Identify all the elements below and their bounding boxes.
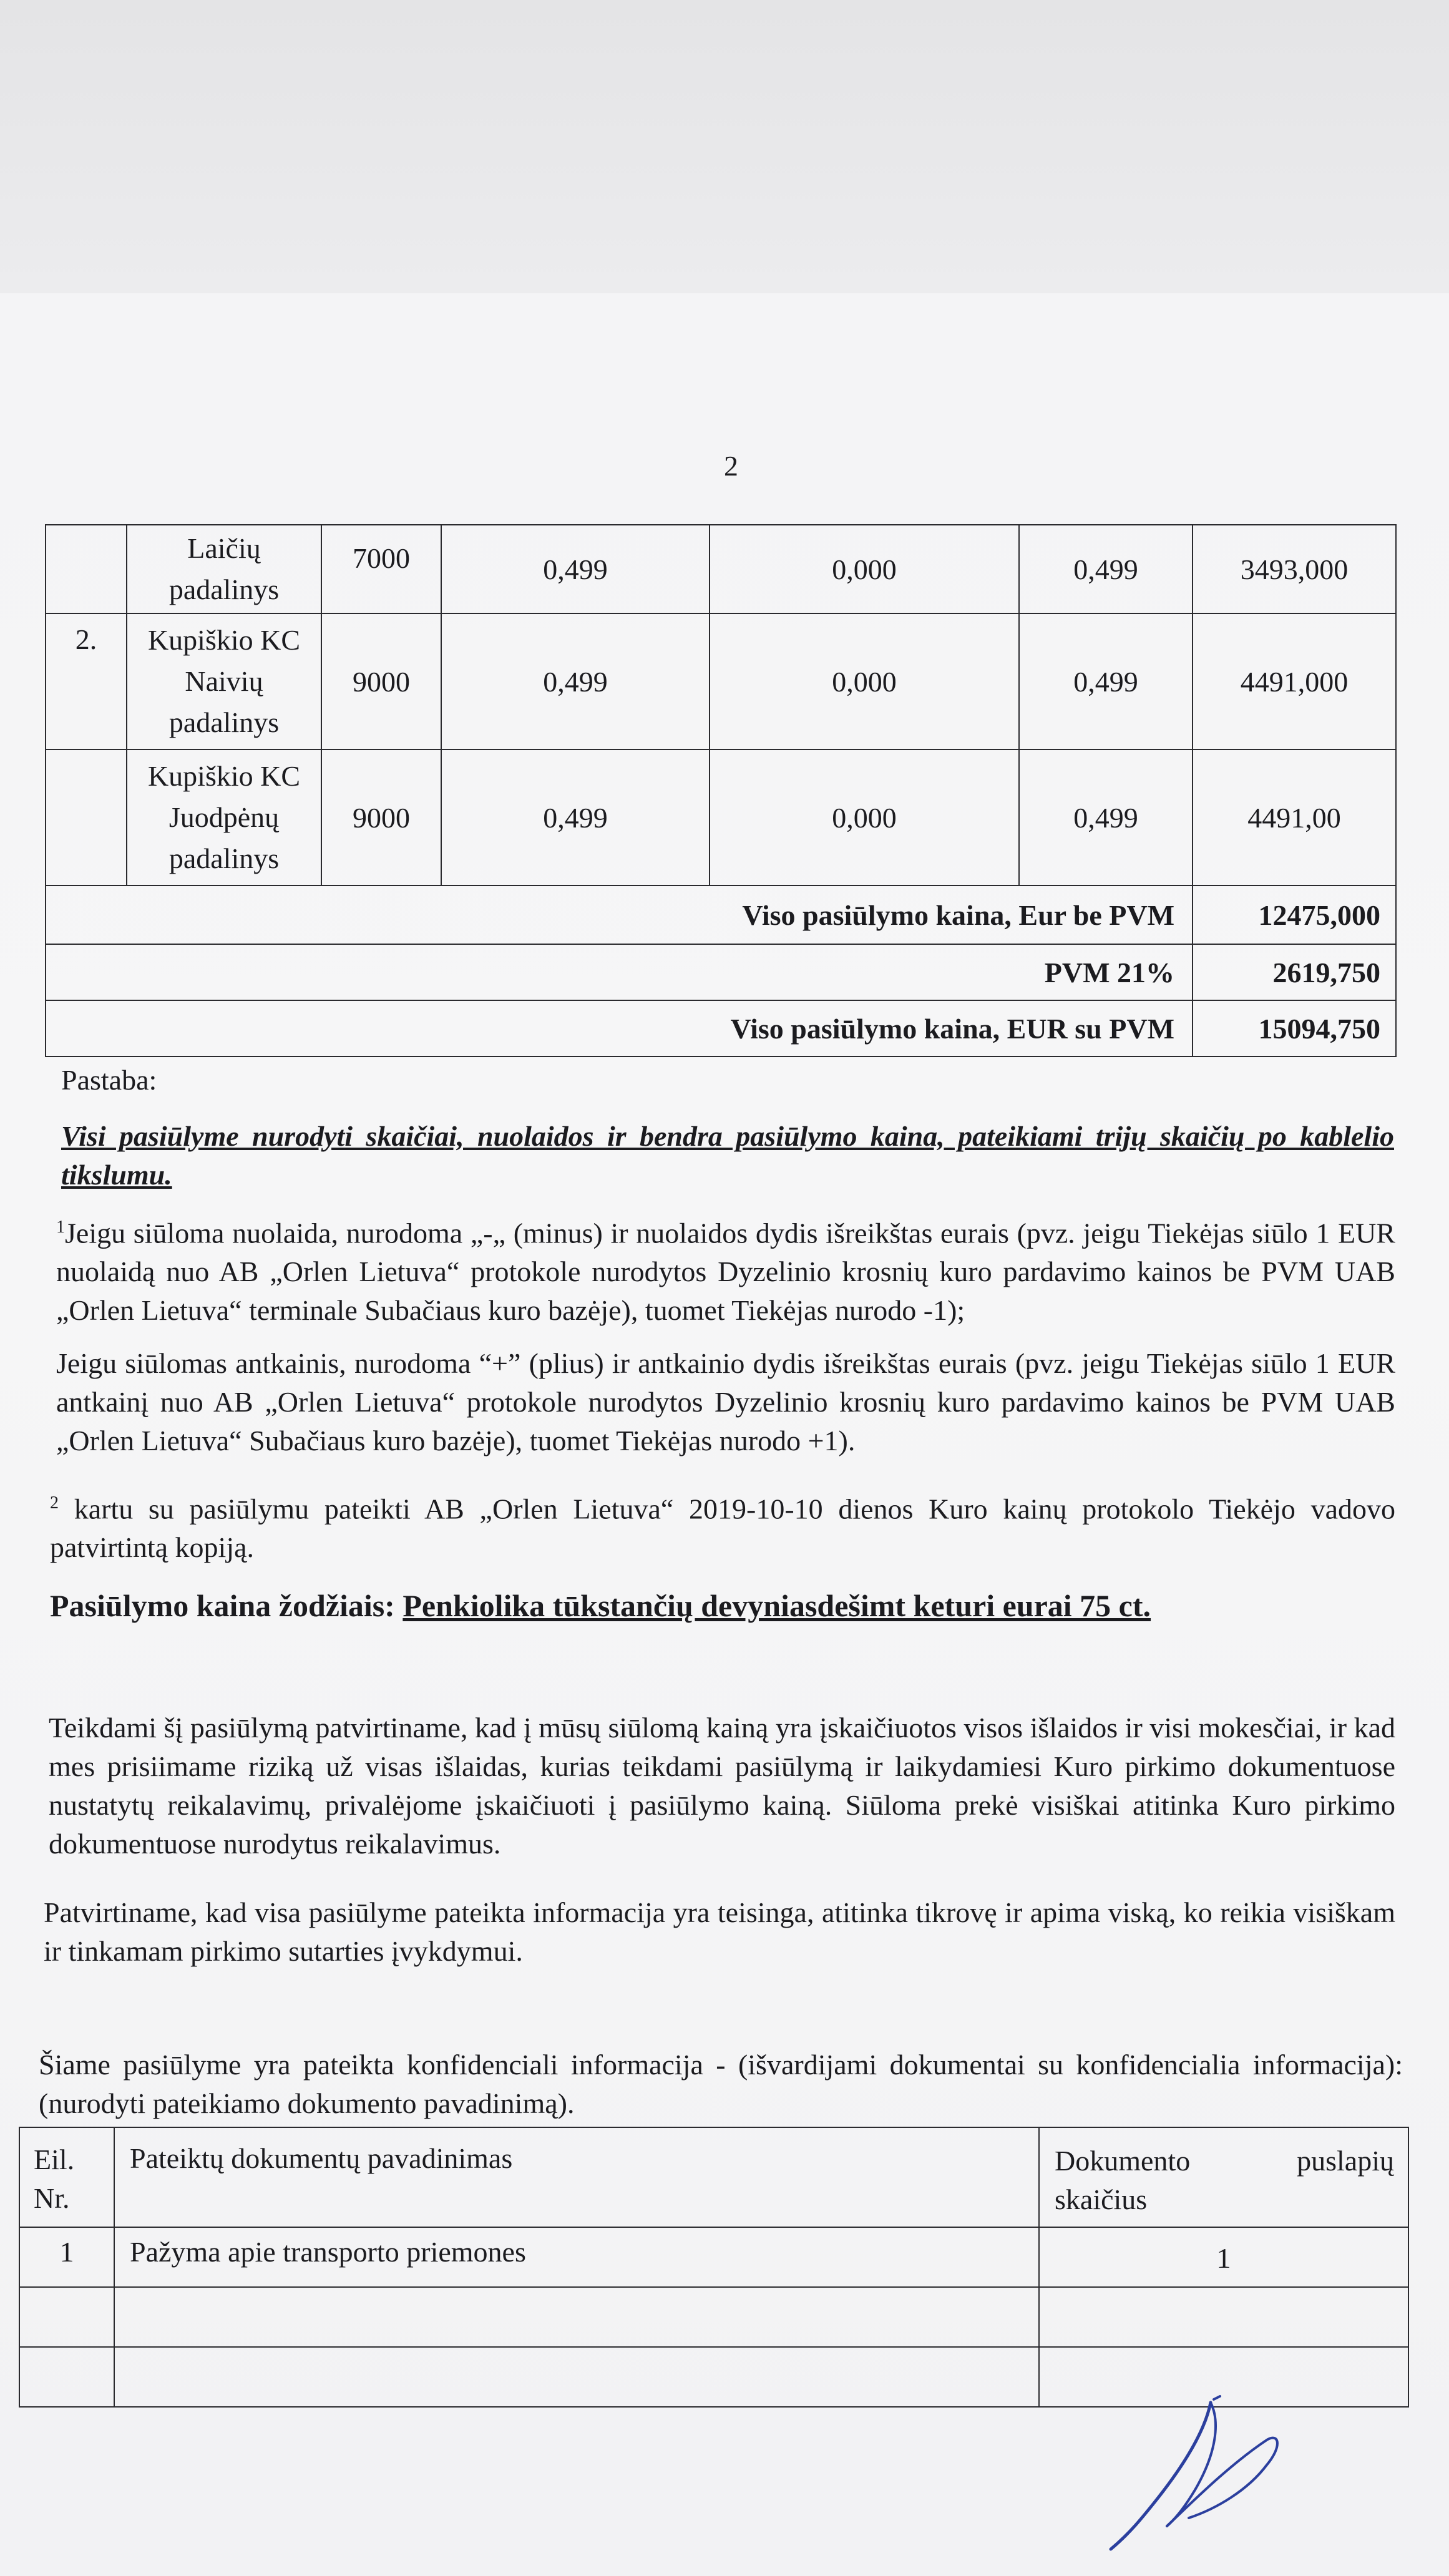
total-value: 2619,750: [1193, 944, 1396, 1000]
quantity: 9000: [321, 613, 441, 749]
table-row: [19, 2287, 1408, 2347]
document-number: [19, 2347, 114, 2407]
unit-name: [127, 749, 321, 886]
price-cell: 0,499: [441, 613, 710, 749]
price-in-words-value: Penkiolika tūkstančių devyniasdešimt keturi eurai 75 ct.: [402, 1588, 1151, 1623]
footnote-text: Jeigu siūloma nuolaida, nurodoma „-„ (minus) ir nuolaidos dydis išreikštas eurais (pvz. jeigu Tiekėjas siūlo 1 EUR nuolaidą nuo AB „Orlen Lietuva“ protokole nurodytos Dyzelinio krosnių kuro pardavimo kainos be PVM UAB „Orlen Lietuva“ terminale Subačiaus kuro bazėje), tuomet Tiekėjas nurodo -1);: [56, 1217, 1395, 1327]
price-cell: 0,499: [441, 749, 710, 886]
price-in-words-label: Pasiūlymo kaina žodžiais:: [50, 1588, 403, 1623]
table-row: [19, 2227, 1408, 2287]
footnote-mark: 2: [50, 1493, 59, 1513]
unit-name: [127, 613, 321, 749]
row-total: 4491,00: [1193, 749, 1396, 886]
total-value: 15094,750: [1193, 1000, 1396, 1056]
total-value: 12475,000: [1193, 886, 1396, 944]
document-number: [19, 2287, 114, 2347]
price-cell: 0,000: [710, 525, 1019, 613]
footnote-2: [50, 1484, 1395, 1567]
unit-name-line: padalinys: [168, 842, 280, 874]
header-page-count-text: Dokumento puslapių skaičius: [1055, 2145, 1394, 2215]
table-row: [46, 613, 1396, 749]
note-label: Pastaba:: [61, 1064, 157, 1096]
footnote-mark: 1: [56, 1217, 65, 1237]
table-header-row: [19, 2127, 1408, 2227]
unit-name-line: Juodpėnų: [168, 801, 280, 833]
header-document-name: Pateiktų dokumentų pavadinimas: [114, 2127, 1039, 2227]
markup-note: Jeigu siūlomas antkainis, nurodoma “+” (plius) ir antkainio dydis išreikštas eurais (pvz. jeigu Tiekėjas siūlo 1 EUR antkainį nuo AB „Orlen Lietuva“ protokole nurodytos Dyzelinio krosnių kuro pardavimo kainos be PVM UAB „Orlen Lietuva“ Subačiaus kuro bazėje), tuomet Tiekėjas nurodo +1).: [56, 1347, 1395, 1456]
price-cell: 0,000: [710, 749, 1019, 886]
confirmation-paragraph: Patvirtiname, kad visa pasiūlyme pateikta informacija yra teisinga, atitinka tikrovę ir apima viską, ko reikia visiškam ir tinkamam pirkimo sutarties įvykdymui.: [44, 1896, 1395, 1967]
total-row: [46, 886, 1396, 944]
row-total: 3493,000: [1193, 525, 1396, 613]
confirmation-paragraph: Teikdami šį pasiūlymą patvirtiname, kad į mūsų siūlomą kainą yra įskaičiuotos visos išlaidos ir visi mokesčiai, ir kad mes prisiimame riziką už visas išlaidas, kurias teikdami pasiūlymą ir laikydamiesi Kuro pirkimo dokumentuose nustatytų reikalavimų, privalėjome įskaičiuoti į pasiūlymo kainą. Siūloma prekė visiškai atitinka Kuro pirkimo dokumentuose nurodytus reikalavimus.: [49, 1712, 1395, 1860]
quantity: 7000: [321, 525, 441, 613]
price-in-words: [50, 1588, 1151, 1624]
table-row: [46, 525, 1396, 613]
row-number: [46, 525, 127, 613]
confidential-intro: Šiame pasiūlyme yra pateikta konfidenciali informacija - (išvardijami dokumentai su konfidencialia informacija): (nurodyti pateikiamo dokumento pavadinimą).: [39, 2049, 1403, 2119]
footnote-text: kartu su pasiūlymu pateikti AB „Orlen Lietuva“ 2019-10-10 dienos Kuro kainų protokolo Tiekėjo vadovo patvirtintą kopiją.: [50, 1493, 1395, 1564]
unit-name-line: Laičių: [187, 532, 261, 564]
row-number: [46, 749, 127, 886]
price-cell: 0,000: [710, 613, 1019, 749]
quantity: 9000: [321, 749, 441, 886]
total-row: [46, 944, 1396, 1000]
document-name: [114, 2347, 1039, 2407]
footnote-1: [56, 1208, 1395, 1330]
unit-name-line: Kupiškio KC: [147, 760, 301, 792]
unit-name-line: padalinys: [168, 573, 280, 605]
page-number: 2: [724, 450, 738, 482]
note-emphasis: Visi pasiūlyme nurodyti skaičiai, nuolaidos ir bendra pasiūlymo kaina, pateikiami trijų skaičių po kablelio tikslumu.: [61, 1120, 1394, 1191]
unit-name-line: padalinys: [168, 706, 280, 738]
documents-table: [19, 2127, 1409, 2408]
document-name: Pažyma apie transporto priemones: [114, 2227, 1039, 2287]
total-label: PVM 21%: [46, 944, 1193, 1000]
price-cell: 0,499: [441, 525, 710, 613]
total-label: Viso pasiūlymo kaina, EUR su PVM: [46, 1000, 1193, 1056]
document-number: 1: [19, 2227, 114, 2287]
unit-name-line: Naivių: [185, 665, 263, 697]
price-table: [45, 524, 1397, 1057]
total-label: Viso pasiūlymo kaina, Eur be PVM: [46, 886, 1193, 944]
document-page-count: 1: [1039, 2227, 1408, 2287]
header-page-count: [1039, 2127, 1408, 2227]
total-row: [46, 1000, 1396, 1056]
price-cell: 0,499: [1019, 613, 1193, 749]
table-row: [46, 749, 1396, 886]
header-number: Eil. Nr.: [19, 2127, 114, 2227]
row-number: 2.: [46, 613, 127, 749]
price-cell: 0,499: [1019, 749, 1193, 886]
document-name: [114, 2287, 1039, 2347]
unit-name: [127, 525, 321, 613]
handwritten-signature: [1086, 2384, 1310, 2571]
price-cell: 0,499: [1019, 525, 1193, 613]
unit-name-line: Kupiškio KC: [147, 624, 301, 656]
document-page-count: [1039, 2287, 1408, 2347]
page-top-shadow: [0, 0, 1449, 293]
row-total: 4491,000: [1193, 613, 1396, 749]
